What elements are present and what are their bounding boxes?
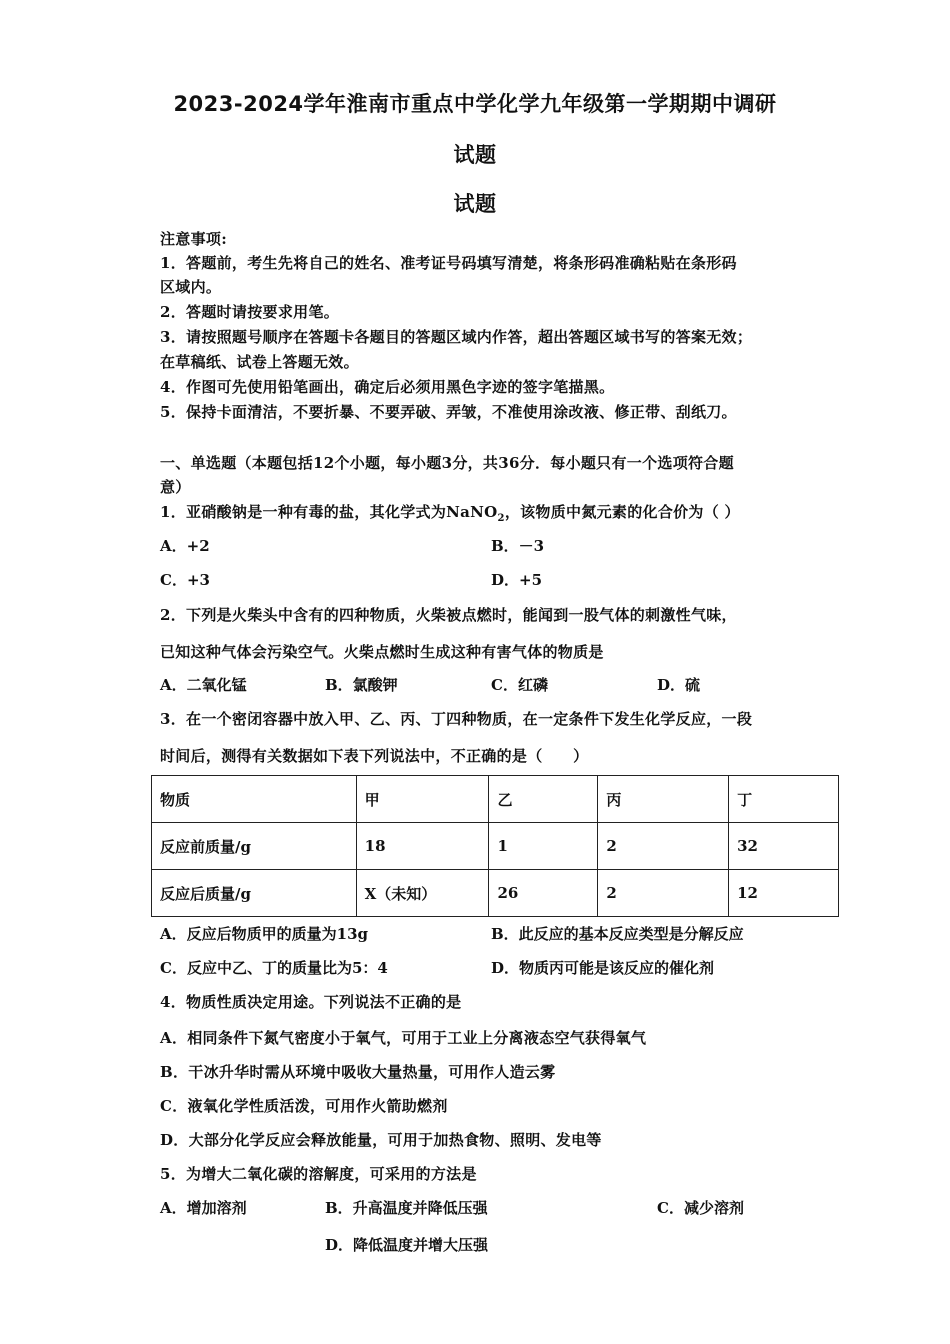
q3-option-a[interactable]: A．反应后物质甲的质量为13g — [160, 925, 369, 943]
table-header-cell: 物质 — [152, 776, 357, 823]
q1-option-b[interactable]: B．－3 — [491, 537, 545, 555]
notice-item-4: 4．作图可先使用铅笔画出，确定后必须用黑色字迹的签字笔描黑。 — [160, 378, 615, 396]
table-cell: 1 — [489, 823, 598, 870]
q2-option-a[interactable]: A．二氧化锰 — [160, 676, 247, 694]
notice-item-3a: 3．请按照题号顺序在答题卡各题目的答题区域内作答，超出答题区域书写的答案无效； — [160, 328, 753, 346]
q4-option-c[interactable]: C．液氧化学性质活泼，可用作火箭助燃剂 — [160, 1097, 448, 1115]
table-cell: 2 — [598, 823, 729, 870]
table-cell: 32 — [729, 823, 839, 870]
q4-stem: 4．物质性质决定用途。下列说法不正确的是 — [160, 993, 462, 1011]
notice-heading: 注意事项: — [160, 230, 228, 248]
q3-stem-b: 时间后，测得有关数据如下表下列说法中，不正确的是（ ） — [160, 747, 589, 765]
q3-option-d[interactable]: D．物质丙可能是该反应的催化剂 — [491, 959, 715, 977]
table-row — [152, 823, 839, 870]
q2-stem-a: 2．下列是火柴头中含有的四种物质，火柴被点燃时，能闻到一股气体的刺激性气味， — [160, 606, 737, 624]
table-header-cell: 丁 — [729, 776, 839, 823]
q5-stem: 5．为增大二氧化碳的溶解度，可采用的方法是 — [160, 1165, 477, 1183]
table-cell: 反应后质量/g — [152, 870, 357, 917]
notice-item-2: 2．答题时请按要求用笔。 — [160, 303, 340, 321]
q5-option-a[interactable]: A．增加溶剂 — [160, 1199, 247, 1217]
q5-option-d[interactable]: D．降低温度并增大压强 — [325, 1236, 489, 1254]
table-cell: 反应前质量/g — [152, 823, 357, 870]
q3-data-table — [151, 775, 839, 917]
q1-stem: 1．亚硝酸钠是一种有毒的盐，其化学式为NaNO$_2$，该物质中氮元素的化合价为（ ） — [160, 503, 740, 524]
q2-option-c[interactable]: C．红磷 — [491, 676, 548, 694]
table-header-cell: 甲 — [356, 776, 489, 823]
table-cell: X（未知） — [356, 870, 489, 917]
table-row — [152, 870, 839, 917]
q3-option-c[interactable]: C．反应中乙、丁的质量比为5：4 — [160, 959, 388, 977]
q1-option-d[interactable]: D．+5 — [491, 571, 543, 589]
q2-stem-b: 已知这种气体会污染空气。火柴点燃时生成这种有害气体的物质是 — [160, 643, 604, 661]
q3-stem-a: 3．在一个密闭容器中放入甲、乙、丙、丁四种物质，在一定条件下发生化学反应，一段 — [160, 710, 753, 728]
section-heading-a: 一、单选题（本题包括12个小题，每小题3分，共36分．每小题只有一个选项符合题 — [160, 454, 734, 472]
notice-item-5: 5．保持卡面清洁，不要折暴、不要弄破、弄皱，不准使用涂改液、修正带、刮纸刀。 — [160, 403, 737, 421]
table-cell: 2 — [598, 870, 729, 917]
notice-item-1a: 1．答题前，考生先将自己的姓名、准考证号码填写清楚，将条形码准确粘贴在条形码 — [160, 254, 737, 272]
table-cell: 12 — [729, 870, 839, 917]
q4-option-b[interactable]: B．干冰升华时需从环境中吸收大量热量，可用作人造云雾 — [160, 1063, 556, 1081]
section-heading-b: 意） — [160, 478, 191, 496]
exam-title-line3: 试题 — [453, 192, 497, 216]
notice-item-1b: 区域内。 — [160, 278, 222, 296]
q1-option-a[interactable]: A．+2 — [160, 537, 210, 555]
q2-option-b[interactable]: B．氯酸钾 — [325, 676, 398, 694]
table-header-cell: 乙 — [489, 776, 598, 823]
table-cell: 18 — [356, 823, 489, 870]
table-header-cell: 丙 — [598, 776, 729, 823]
exam-title-line1: 2023-2024学年淮南市重点中学化学九年级第一学期期中调研 — [173, 92, 777, 116]
q3-option-b[interactable]: B．此反应的基本反应类型是分解反应 — [491, 925, 744, 943]
q1-option-c[interactable]: C．+3 — [160, 571, 210, 589]
exam-title-line2: 试题 — [453, 143, 497, 167]
table-header-row — [152, 776, 839, 823]
q4-option-d[interactable]: D．大部分化学反应会释放能量，可用于加热食物、照明、发电等 — [160, 1131, 602, 1149]
notice-item-3b: 在草稿纸、试卷上答题无效。 — [160, 353, 359, 371]
q4-option-a[interactable]: A．相同条件下氮气密度小于氧气，可用于工业上分离液态空气获得氧气 — [160, 1029, 647, 1047]
q2-option-d[interactable]: D．硫 — [657, 676, 701, 694]
table-cell: 26 — [489, 870, 598, 917]
q5-option-b[interactable]: B．升高温度并降低压强 — [325, 1199, 488, 1217]
q5-option-c[interactable]: C．减少溶剂 — [657, 1199, 744, 1217]
